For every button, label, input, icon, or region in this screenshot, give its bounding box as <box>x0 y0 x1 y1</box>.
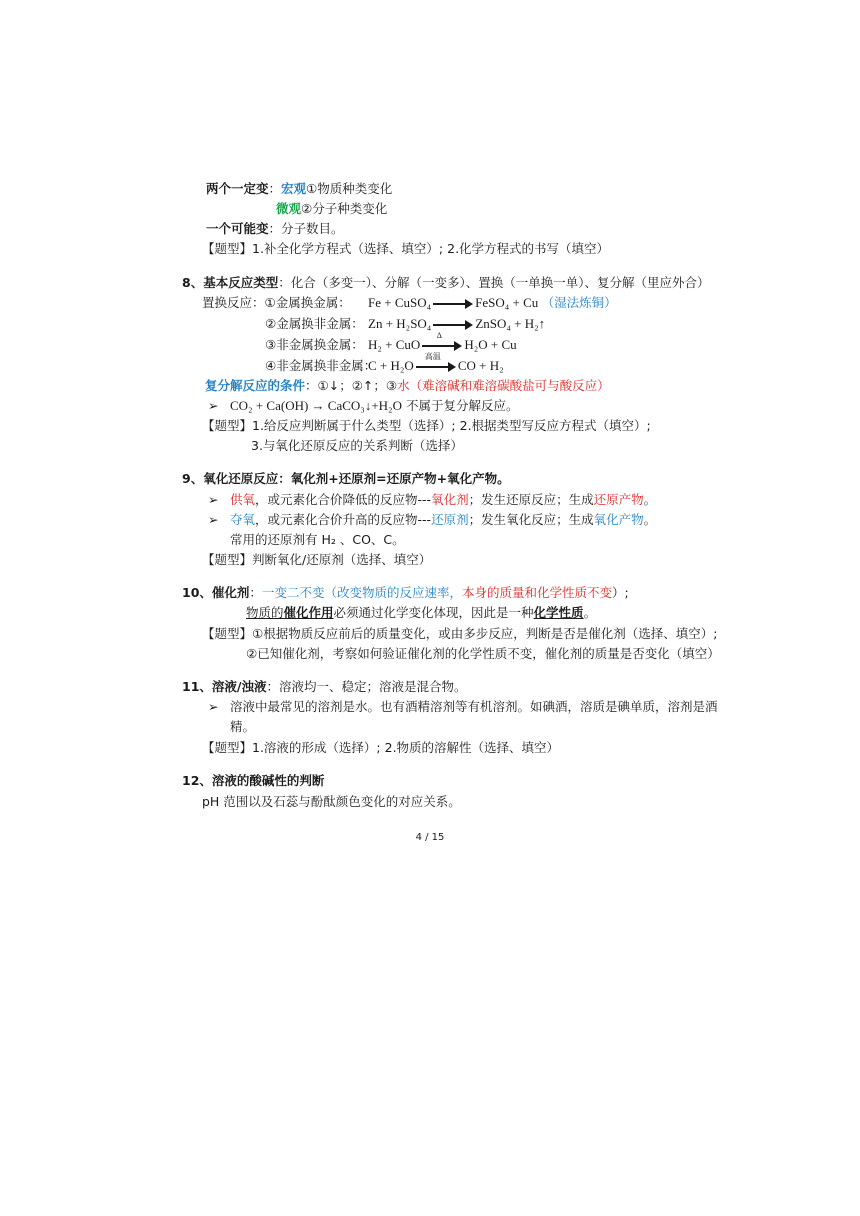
s9-b1-kw3: 还原产物 <box>593 492 644 507</box>
s10-heading <box>182 584 629 602</box>
s9-b1-t3: 。 <box>643 492 657 507</box>
s9-b1-kw2: 氧化剂 <box>431 492 469 507</box>
arrowhead-bullet-icon: ➢ <box>208 492 219 507</box>
s8-num: 8、 <box>182 275 204 290</box>
s8-cond-water: 水 <box>397 378 410 393</box>
s8-r4-lhs: C + H₂O <box>368 358 414 373</box>
s12-title: 溶液的酸碱性的判断 <box>211 773 325 788</box>
page-number: 4 / 15 <box>415 832 445 843</box>
s11-question: 【题型】1.溶液的形成（选择）; 2.物质的溶解性（选择、填空） <box>202 740 560 755</box>
s8-cond-title: 复分解反应的条件 <box>205 378 306 393</box>
s7-sep: ： <box>268 181 282 196</box>
s9-b2-kw2: 还原剂 <box>431 512 469 527</box>
s7-line1 <box>206 180 392 198</box>
s12-heading <box>182 772 324 790</box>
s9-b2-kw3: 氧化产物 <box>593 512 644 527</box>
s8-r2-label: ②金属换非金属： <box>265 316 364 331</box>
s12-num: 12、 <box>182 773 212 788</box>
s8-r4-rhs: CO + H₂ <box>457 358 504 373</box>
s10-num: 10、 <box>182 585 212 600</box>
s10-l2-b: 催化作用 <box>283 605 334 620</box>
s7-line3 <box>206 220 344 238</box>
s8-r2-rhs: ZnSO₄ + H₂↑ <box>475 316 546 331</box>
s8-bullet-line <box>208 397 518 415</box>
s7-line2 <box>276 200 387 218</box>
s9-b1-t2: ；发生还原反应；生成 <box>468 492 594 507</box>
reaction-arrow-icon <box>433 299 473 309</box>
s10-sep: ： <box>249 585 262 600</box>
s8-title: 基本反应类型 <box>203 275 279 290</box>
s8-heading-text: ：化合（多变一）、分解（一变多）、置换（一单换一单）、复分解（里应外合） <box>278 275 710 290</box>
s9-b2-kw: 夺氧 <box>230 512 256 527</box>
s11-bullet1-cont: 精。 <box>230 719 256 734</box>
s8-r1-label: 置换反应：①金属换金属： <box>202 295 351 310</box>
s9-title: 氧化还原反应：氧化剂+还原剂=还原产物+氧化产物。 <box>203 471 510 486</box>
s8-cond-note: （难溶碱和难溶碳酸盐可与酸反应） <box>409 378 610 393</box>
s10-kw: 一变二不变 <box>261 585 325 600</box>
s9-heading <box>182 470 510 488</box>
s11-title: 溶液/浊液 <box>211 679 267 694</box>
s7-label: 两个一定变 <box>206 181 269 196</box>
s9-b2-t1: ，或元素化合价升高的反应物--- <box>255 512 432 527</box>
s8-bullet-eq: CO₂ + Ca(OH) → CaCO₃↓+H₂O <box>230 398 402 413</box>
arrowhead-bullet-icon: ➢ <box>208 512 219 527</box>
s8-cond-line <box>205 377 610 395</box>
s10-paren: （改变物质的反应速率， <box>324 585 462 600</box>
s9-b2-t3: 。 <box>643 512 657 527</box>
reaction-arrow-icon <box>416 352 456 372</box>
micro-text: ②分子种类变化 <box>301 201 388 216</box>
micro-label: 微观 <box>276 201 302 216</box>
s9-bullet1 <box>208 491 656 509</box>
macro-label: 宏观 <box>281 181 307 196</box>
s10-l2-e: 。 <box>583 605 597 620</box>
s8-r4-eq <box>368 352 504 375</box>
s10-l2-c: 必须通过化学变化体现，因此是一种 <box>333 605 534 620</box>
s11-bullet1 <box>208 698 718 716</box>
s8-r4-label: ④非金属换非金属： <box>265 358 377 373</box>
s8-r1-note: （湿法炼铜） <box>541 295 617 310</box>
s11-b1-text: 溶液中最常见的溶剂是水。也有酒精溶剂等有机溶剂。如碘酒，溶质是碘单质，溶剂是酒 <box>230 699 718 714</box>
reaction-arrow-icon <box>433 320 473 330</box>
s8-r3-lhs: H₂ + CuO <box>368 337 421 352</box>
s9-question: 【题型】判断氧化/还原剂（选择、填空） <box>202 552 432 567</box>
arrowhead-bullet-icon: ➢ <box>208 699 219 714</box>
s9-b1-t1: ，或元素化合价降低的反应物--- <box>255 492 432 507</box>
s10-question1: 【题型】①根据物质反应前后的质量变化，或由多步反应，判断是否是催化剂（选择、填空）; <box>202 626 718 641</box>
s8-r1-eq <box>368 294 617 312</box>
s8-r3-label: ③非金属换金属： <box>265 337 364 352</box>
s8-r2-eq <box>368 315 545 333</box>
s10-red: 本身的质量和化学性质不变 <box>461 585 612 600</box>
s8-heading <box>182 274 709 292</box>
s10-close: ）; <box>611 585 629 600</box>
s9-b2-t2: ；发生氧化反应；生成 <box>468 512 594 527</box>
s11-text: ：溶液均一、稳定；溶液是混合物。 <box>266 679 467 694</box>
s9-common: 常用的还原剂有 H₂ 、CO、C。 <box>230 532 405 547</box>
s8-bullet-text: 不属于复分解反应。 <box>401 398 519 413</box>
s8-r2-lhs: Zn + H₂SO₄ <box>368 316 432 331</box>
s12-text: pH 范围以及石蕊与酚酞颜色变化的对应关系。 <box>202 794 461 809</box>
s7-text3: ：分子数目。 <box>268 221 344 236</box>
s9-num: 9、 <box>182 471 204 486</box>
s10-l2-d: 化学性质 <box>533 605 584 620</box>
s8-r1-rhs: FeSO₄ + Cu <box>475 295 539 310</box>
s9-bullet2 <box>208 511 656 529</box>
s8-r3-rhs: H₂O + Cu <box>464 337 517 352</box>
s10-title: 催化剂 <box>211 585 250 600</box>
s7-label2: 一个可能变 <box>206 221 269 236</box>
s7-question: 【题型】1.补全化学方程式（选择、填空）; 2.化学方程式的书写（填空） <box>202 241 610 256</box>
s11-num: 11、 <box>182 679 212 694</box>
s8-cond-text: ：①↓；②↑；③ <box>305 378 398 393</box>
s8-r1-lhs: Fe + CuSO₄ <box>368 295 432 310</box>
arrowhead-bullet-icon: ➢ <box>208 398 219 413</box>
s10-l2-a: 物质的 <box>246 605 284 620</box>
macro-text: ①物质种类变化 <box>306 181 393 196</box>
s8-r3-cond: Δ <box>436 331 442 341</box>
s8-r4-cond: 高温 <box>424 352 441 362</box>
s11-heading <box>182 678 467 696</box>
s10-line2 <box>246 604 596 622</box>
s9-b1-kw: 供氧 <box>230 492 256 507</box>
reaction-arrow-icon <box>422 331 462 351</box>
s8-question1: 【题型】1.给反应判断属于什么类型（选择）; 2.根据类型写反应方程式（填空）; <box>202 418 651 433</box>
s10-question2: ②已知催化剂，考察如何验证催化剂的化学性质不变，催化剂的质量是否变化（填空） <box>246 646 720 661</box>
s8-question2: 3.与氧化还原反应的关系判断（选择） <box>251 438 463 453</box>
